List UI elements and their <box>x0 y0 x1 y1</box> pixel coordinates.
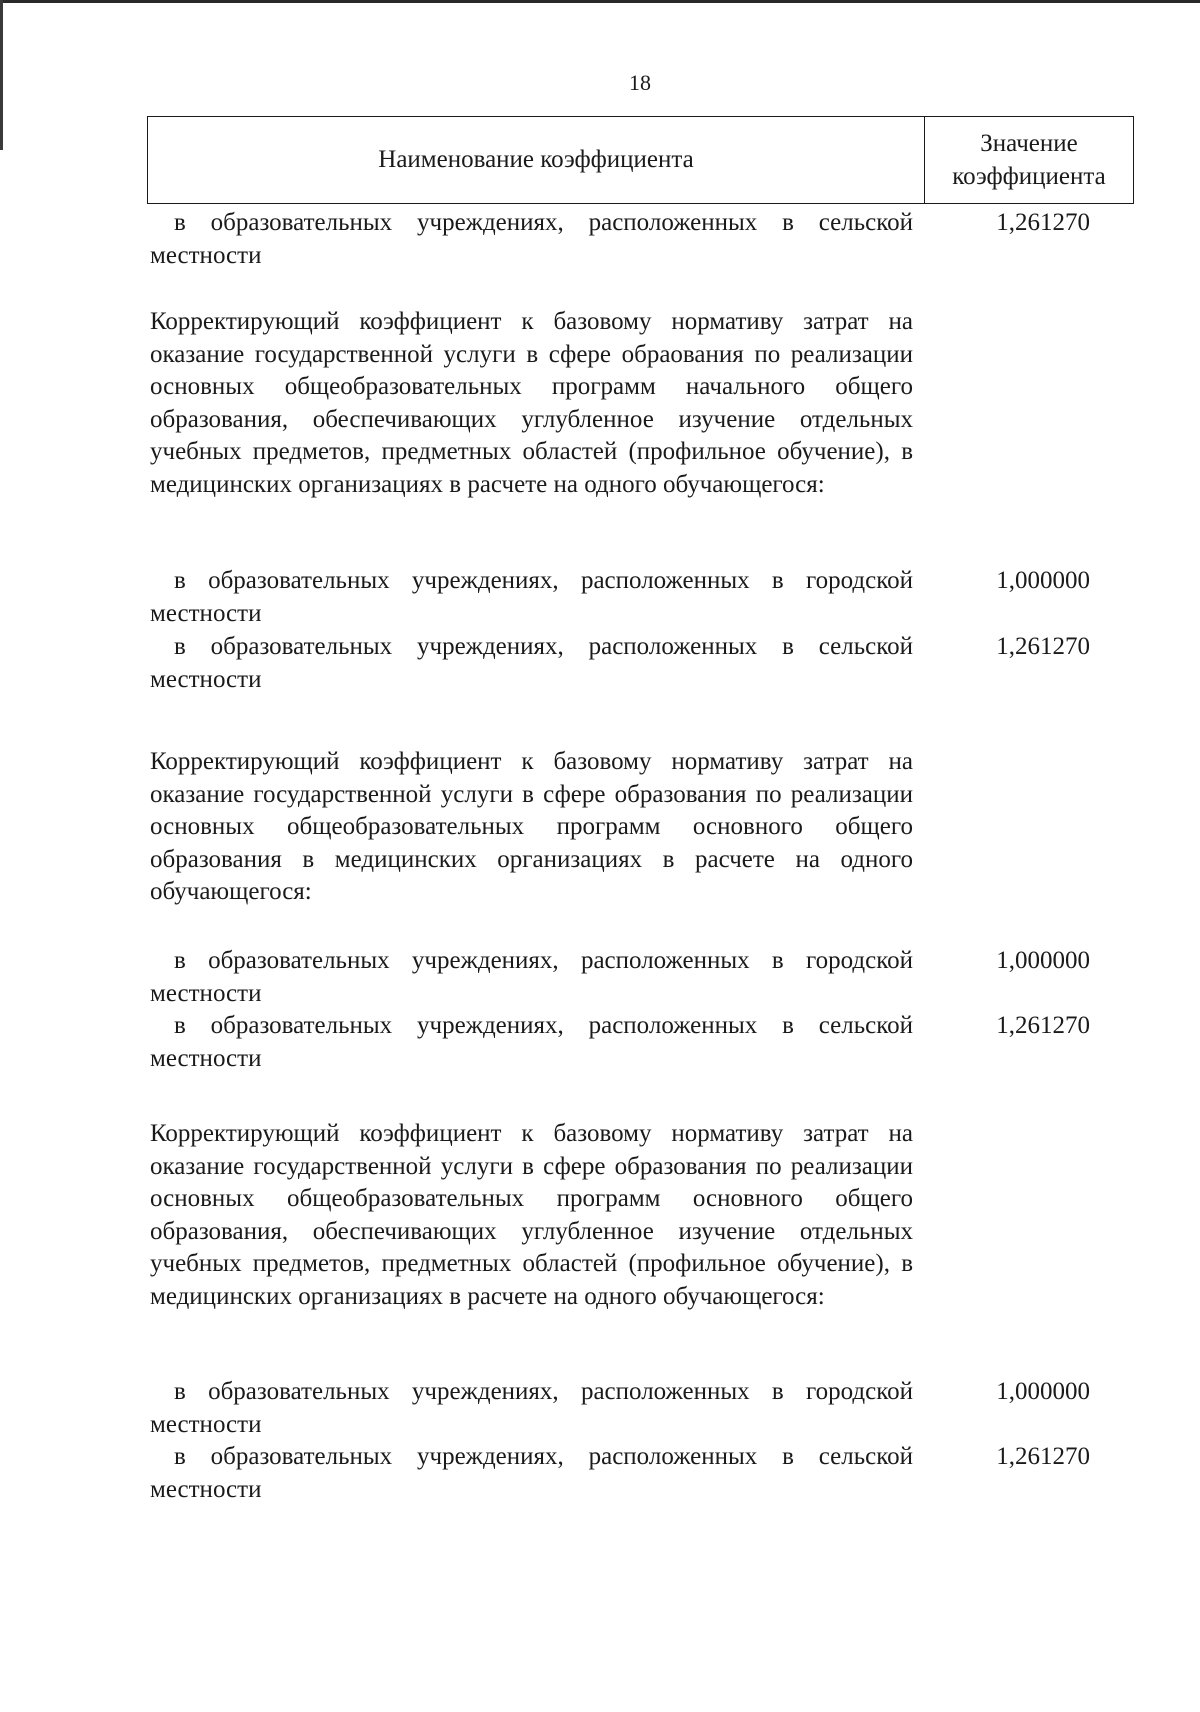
row-value: 1,000000 <box>996 1378 1090 1405</box>
table-row-urban <box>150 565 1140 630</box>
table-row-urban <box>150 945 1140 1010</box>
row-label: в образовательных учреждениях, расположенных в сельской местности <box>150 633 913 693</box>
row-value: 1,261270 <box>996 633 1090 660</box>
row-label: в образовательных учреждениях, расположенных в городской местности <box>150 567 913 627</box>
row-label: в образовательных учреждениях, расположенных в городской местности <box>150 947 913 1007</box>
row-label: в образовательных учреждениях, расположенных в сельской местности <box>150 209 913 269</box>
column-header-name: Наименование коэффициента <box>148 117 925 203</box>
row-value: 1,261270 <box>996 1443 1090 1470</box>
coefficient-description-basic-advanced: Корректирующий коэффициент к базовому нормативу затрат на оказание государственной услуги в сфере образования по реализации основных общеобразовательных программ основного общего образования, обеспечивающих углубленное изучение отдельных учебных предметов, предметных областей (профильное обучение), в медицинских организациях в расчете на одного обучающегося: <box>150 1120 913 1310</box>
table-row-rural <box>150 1441 1140 1506</box>
row-value: 1,000000 <box>996 947 1090 974</box>
row-label: в образовательных учреждениях, расположенных в городской местности <box>150 1378 913 1438</box>
scan-edge-top <box>0 0 1200 3</box>
row-value: 1,261270 <box>996 209 1090 236</box>
coefficient-description-primary-advanced: Корректирующий коэффициент к базовому нормативу затрат на оказание государственной услуги в сфере обраования по реализации основных общеобразовательных программ начального общего образования, обеспечивающих углубленное изучение отдельных учебных предметов, предметных областей (профильное обучение), в медицинских организациях в расчете на одного обучающегося: <box>150 308 913 498</box>
column-header-value: Значение коэффициента <box>952 130 1106 190</box>
table-header <box>147 116 1134 204</box>
table-row-rural <box>150 207 1140 272</box>
coefficient-description-basic: Корректирующий коэффициент к базовому нормативу затрат на оказание государственной услуги в сфере образования по реализации основных общеобразовательных программ основного общего образования в медицинских организациях в расчете на одного обучающегося: <box>150 748 913 905</box>
row-label: в образовательных учреждениях, расположенных в сельской местности <box>150 1443 913 1503</box>
table-row-urban <box>150 1376 1140 1441</box>
row-value: 1,261270 <box>996 1012 1090 1039</box>
table-row-rural <box>150 631 1140 696</box>
table-row-rural <box>150 1010 1140 1075</box>
row-label: в образовательных учреждениях, расположенных в сельской местности <box>150 1012 913 1072</box>
page-number: 18 <box>629 70 651 95</box>
row-value: 1,000000 <box>996 567 1090 594</box>
